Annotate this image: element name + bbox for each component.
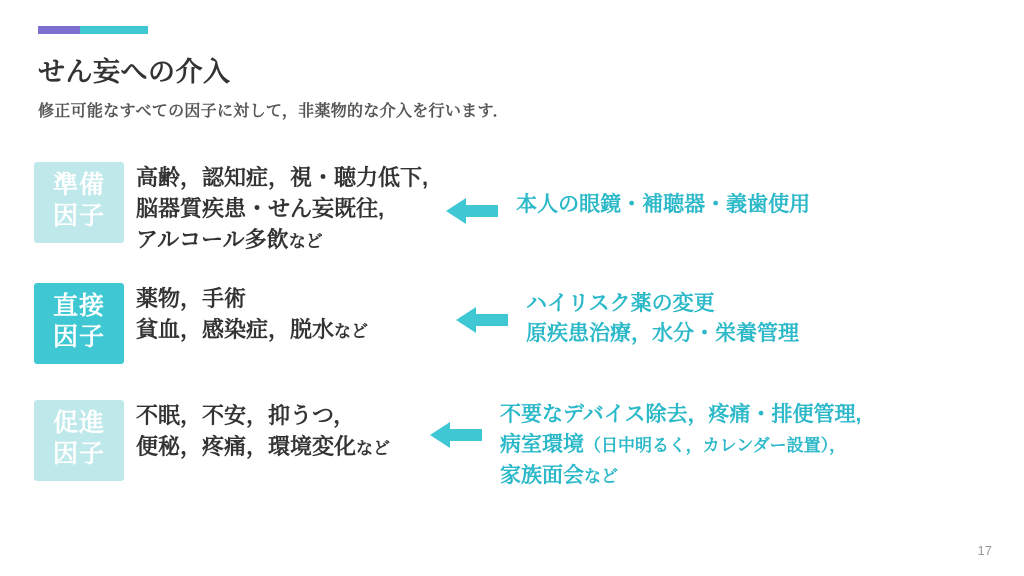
factor-text-small: など bbox=[288, 232, 323, 252]
chip-label-line1: 準備 bbox=[52, 171, 105, 199]
page-number: 17 bbox=[977, 543, 992, 558]
intervention-line bbox=[500, 461, 861, 491]
intervention-list bbox=[516, 162, 810, 220]
chip-label-line2: 因子 bbox=[52, 323, 105, 352]
factor-text: 不眠，不安，抑うつ， bbox=[136, 403, 356, 428]
factor-text: 脳器質疾患・せん妄既往, bbox=[136, 196, 385, 222]
factor-row bbox=[34, 400, 861, 491]
intervention-text: 病室環境 bbox=[500, 433, 585, 457]
factor-line bbox=[136, 283, 368, 314]
intervention-text: 不要なデバイス除去，疼痛・排便管理, bbox=[500, 403, 862, 426]
intervention-text: 本人の眼鏡・補聴器・義歯使用 bbox=[516, 193, 811, 216]
factor-line bbox=[136, 400, 390, 431]
factor-chip-direct bbox=[34, 283, 124, 364]
chip-label-line2: 因子 bbox=[52, 202, 105, 231]
page-subtitle: 修正可能なすべての因子に対して，非薬物的な介入を行います． bbox=[38, 103, 509, 120]
factor-text: アルコール多飲 bbox=[136, 227, 289, 253]
factor-text: 便秘，疼痛，環境変化 bbox=[136, 434, 357, 460]
factor-list bbox=[136, 283, 368, 345]
intervention-line bbox=[500, 430, 861, 460]
factor-line bbox=[136, 314, 368, 345]
intervention-line bbox=[500, 400, 861, 430]
page-title: せん妄への介入 bbox=[38, 57, 231, 87]
factor-row bbox=[34, 283, 799, 364]
intervention-text-small: など bbox=[584, 466, 619, 486]
intervention-line bbox=[516, 190, 810, 220]
factor-text: 薬物，手術 bbox=[136, 286, 247, 311]
accent-bar-teal bbox=[80, 26, 148, 34]
factor-chip-preparatory bbox=[34, 162, 124, 243]
intervention-text: 家族面会 bbox=[500, 463, 585, 487]
intervention-text-small: （日中明るく，カレンダー設置）， bbox=[584, 436, 847, 456]
intervention-line bbox=[526, 289, 799, 319]
factor-text-small: など bbox=[356, 439, 391, 459]
chip-label-line1: 直接 bbox=[52, 292, 105, 320]
left-arrow-icon bbox=[430, 400, 482, 450]
intervention-text: ハイリスク薬の変更 bbox=[526, 292, 715, 315]
factor-line bbox=[136, 162, 428, 193]
intervention-list bbox=[500, 400, 861, 491]
chip-label-line2: 因子 bbox=[52, 440, 105, 469]
accent-bar-purple bbox=[38, 26, 80, 34]
chip-label-line1: 促進 bbox=[52, 409, 105, 437]
intervention-line bbox=[526, 319, 799, 349]
factor-line bbox=[136, 193, 428, 224]
factor-list bbox=[136, 162, 428, 256]
factor-chip-precipitating bbox=[34, 400, 124, 481]
factor-line bbox=[136, 431, 390, 462]
factor-row bbox=[34, 162, 810, 256]
factor-text-small: など bbox=[334, 322, 369, 342]
factor-text: 高齢，認知症，視・聴力低下, bbox=[136, 165, 429, 190]
intervention-text: 原疾患治療，水分・栄養管理 bbox=[526, 322, 800, 346]
factor-list bbox=[136, 400, 390, 462]
left-arrow-icon bbox=[446, 162, 498, 226]
left-arrow-icon bbox=[456, 283, 508, 335]
factor-text: 貧血，感染症，脱水 bbox=[136, 317, 335, 343]
factor-line bbox=[136, 224, 428, 255]
intervention-list bbox=[526, 283, 799, 350]
